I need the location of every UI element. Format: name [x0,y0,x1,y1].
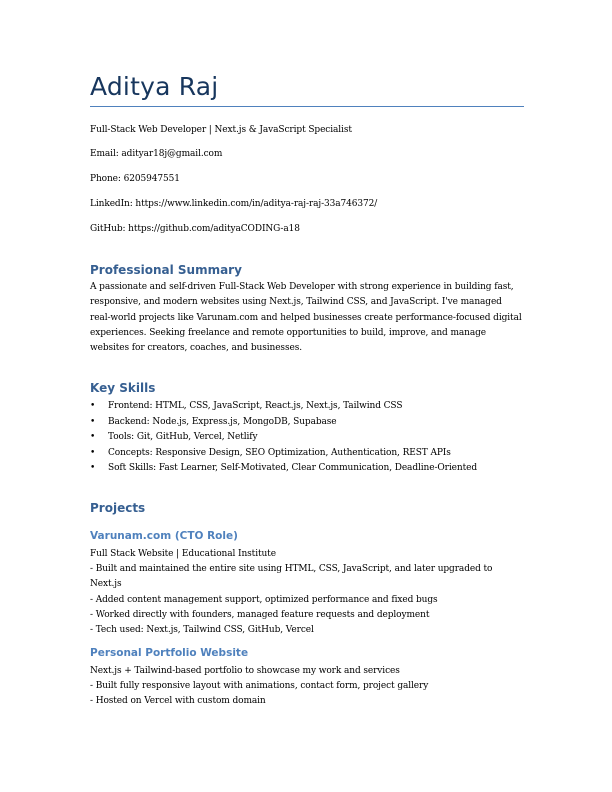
project-line: - Worked directly with founders, managed feature requests and deployment [90,609,430,620]
project-line: - Added content management support, optimized performance and fixed bugs [90,594,438,605]
project-line: - Hosted on Vercel with custom domain [90,696,266,707]
bullet-icon: • [90,432,96,442]
skill-text: Backend: Node.js, Express.js, MongoDB, Supabase [108,416,337,427]
skill-text: Soft Skills: Fast Learner, Self-Motivated, Clear Communication, Deadline-Oriented [108,463,477,473]
linkedin-line[interactable]: LinkedIn: https://www.linkedin.com/in/aditya-raj-raj-33a746372/ [90,199,378,209]
skill-text: Tools: Git, GitHub, Vercel, Netlify [108,432,258,442]
title-divider [90,106,524,107]
project-line: - Built and maintained the entire site using HTML, CSS, JavaScript, and later upgraded to Next.js [90,564,493,590]
list-item [90,446,530,462]
project-title-portfolio: Personal Portfolio Website [90,647,249,659]
projects-heading: Projects [90,501,146,515]
list-item [90,399,530,415]
bullet-icon: • [90,416,96,427]
project-line: Full Stack Website | Educational Institute [90,549,276,559]
project-line: - Tech used: Next.js, Tailwind CSS, GitHub, Vercel [90,625,314,636]
list-item [90,415,530,431]
skills-list [90,399,530,477]
project-title-varunam: Varunam.com (CTO Role) [90,530,238,542]
bullet-icon: • [90,401,96,411]
project-details-portfolio [90,664,510,710]
tagline: Full-Stack Web Developer | Next.js & JavaScript Specialist [90,125,352,135]
list-item [90,430,530,446]
bullet-icon: • [90,447,96,458]
project-line: Next.js + Tailwind-based portfolio to showcase my work and services [90,666,400,676]
skill-text: Frontend: HTML, CSS, JavaScript, React.js, Next.js, Tailwind CSS [108,401,403,411]
project-line: - Built fully responsive layout with animations, contact form, project gallery [90,681,429,692]
summary-text: A passionate and self-driven Full-Stack Web Developer with strong experience in building fast, responsive, and modern websites using Next.js, Tailwind CSS, and JavaScript. I've managed real-world projects like Varunam.com and helped businesses create performance-focused digital experiences. Seeking freelance and remote opportunities to build, improve, and manage websites for creators, coaches, and businesses. [90,282,522,354]
bullet-icon: • [90,463,96,473]
skills-heading: Key Skills [90,381,156,395]
email-line[interactable]: Email: adityar18j@gmail.com [90,149,223,159]
skill-text: Concepts: Responsive Design, SEO Optimization, Authentication, REST APIs [108,447,451,458]
project-details-varunam [90,547,510,638]
candidate-name: Aditya Raj [90,72,219,101]
list-item [90,461,530,477]
github-line[interactable]: GitHub: https://github.com/adityaCODING-a18 [90,224,300,234]
phone-line: Phone: 6205947551 [90,174,180,184]
summary-heading: Professional Summary [90,263,242,277]
